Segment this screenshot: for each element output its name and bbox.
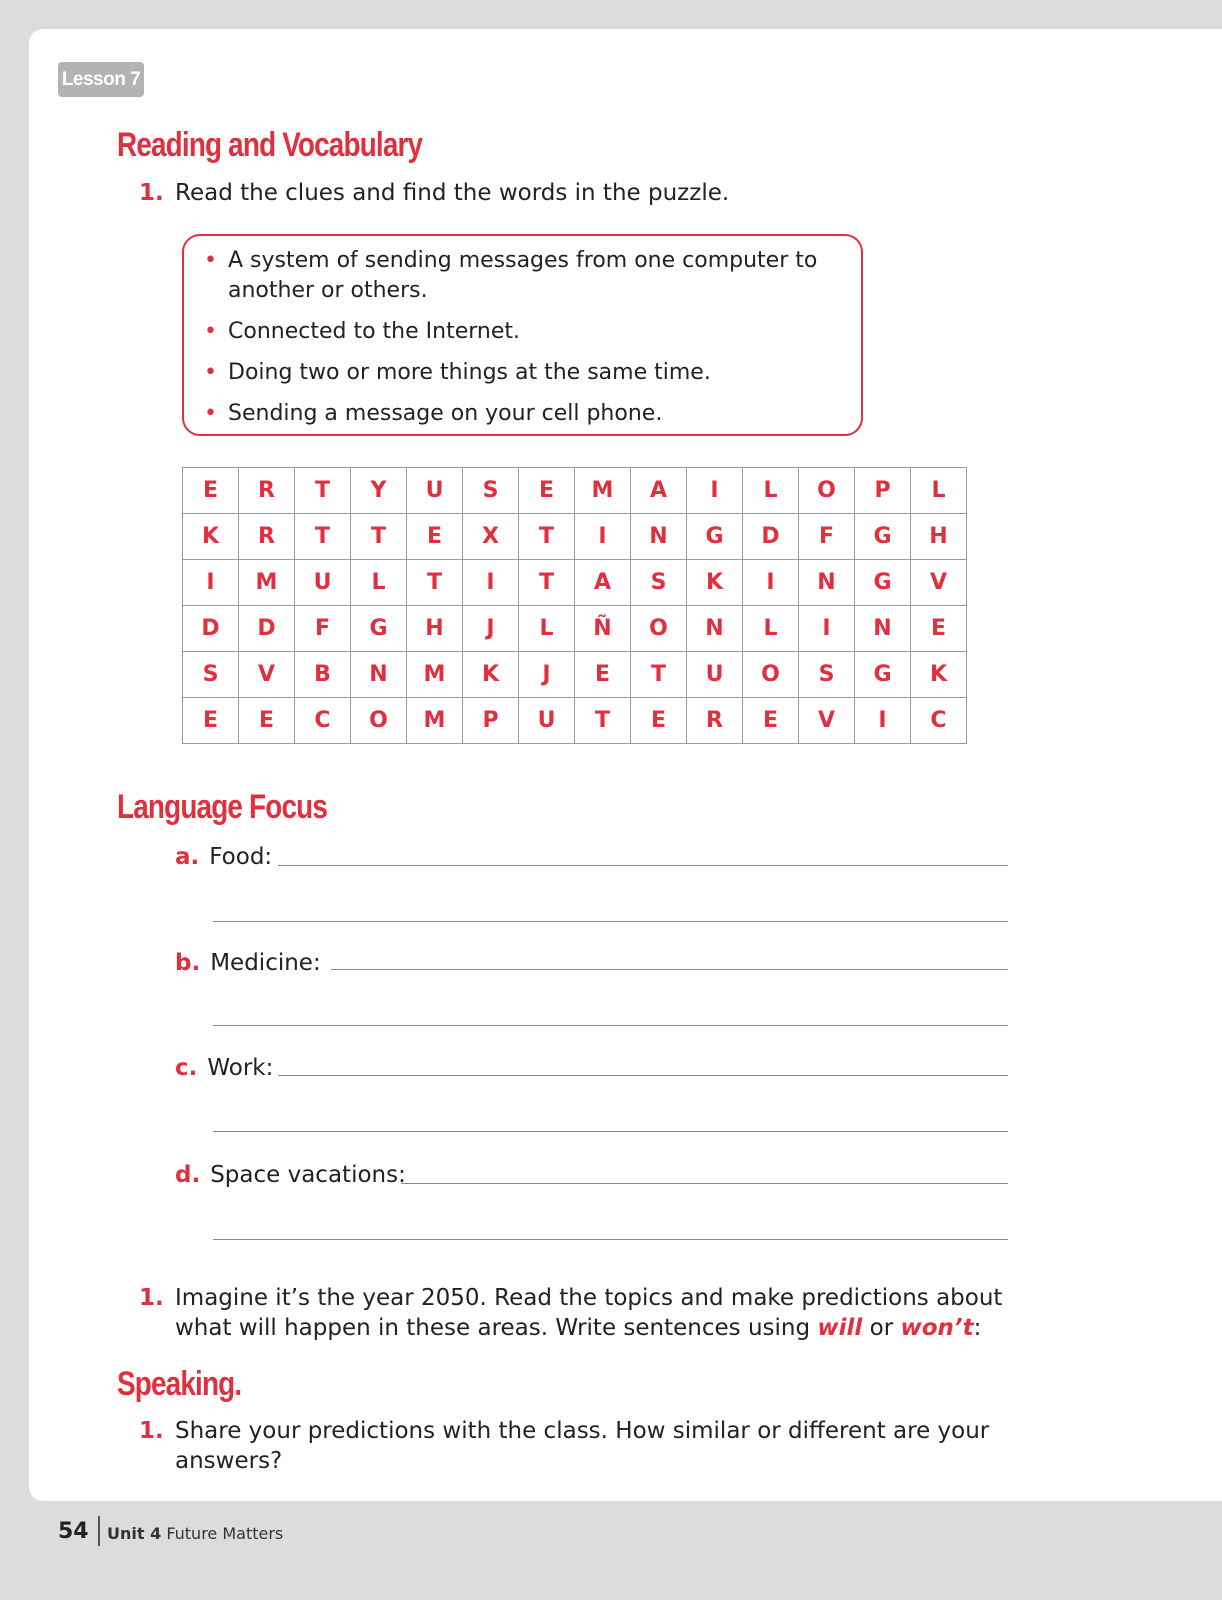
page-number: 54 xyxy=(58,1519,89,1544)
grid-cell[interactable]: E xyxy=(911,606,967,652)
grid-cell[interactable]: S xyxy=(183,652,239,698)
grid-cell[interactable]: T xyxy=(519,560,575,606)
instruction-text xyxy=(139,1283,1009,1343)
grid-cell[interactable]: S xyxy=(799,652,855,698)
item-space-vacations xyxy=(175,1160,406,1190)
instruction-part: or xyxy=(862,1315,901,1341)
grid-cell[interactable]: H xyxy=(911,514,967,560)
grid-cell[interactable]: U xyxy=(295,560,351,606)
item-label-text: Food: xyxy=(209,844,273,870)
grid-cell[interactable]: T xyxy=(407,560,463,606)
grid-cell[interactable]: V xyxy=(911,560,967,606)
instruction-number: 1. xyxy=(139,1285,164,1311)
grid-cell[interactable]: O xyxy=(351,698,407,744)
grid-row xyxy=(183,652,967,698)
reading-instruction xyxy=(139,178,1039,208)
clue-item xyxy=(204,358,844,388)
clue-text: A system of sending messages from one computer to another or others. xyxy=(228,248,818,303)
grid-cell[interactable]: J xyxy=(463,606,519,652)
grid-cell[interactable]: G xyxy=(351,606,407,652)
instruction-part: Imagine it’s the year 2050. Read the topics and make predictions about what will happen in these areas. Write sentences using xyxy=(175,1285,1003,1341)
grid-cell[interactable]: N xyxy=(855,606,911,652)
grid-cell[interactable]: E xyxy=(631,698,687,744)
clue-text: Doing two or more things at the same time. xyxy=(228,360,711,385)
grid-cell[interactable]: D xyxy=(183,606,239,652)
grid-cell[interactable]: B xyxy=(295,652,351,698)
clue-item xyxy=(204,399,844,429)
grid-cell[interactable]: R xyxy=(239,514,295,560)
grid-cell[interactable]: L xyxy=(743,468,799,514)
grid-cell[interactable]: U xyxy=(407,468,463,514)
grid-cell[interactable]: L xyxy=(743,606,799,652)
answer-line[interactable] xyxy=(278,1075,1008,1076)
instruction-part: : xyxy=(973,1315,982,1341)
grid-cell[interactable]: V xyxy=(799,698,855,744)
item-label-text: Work: xyxy=(207,1055,274,1081)
grid-cell[interactable]: F xyxy=(295,606,351,652)
grid-cell[interactable]: E xyxy=(575,652,631,698)
footer-divider xyxy=(98,1516,100,1546)
grid-row xyxy=(183,698,967,744)
clue-text: Connected to the Internet. xyxy=(228,319,520,344)
clue-item xyxy=(204,317,844,347)
grid-cell[interactable]: A xyxy=(575,560,631,606)
grid-cell[interactable]: J xyxy=(519,652,575,698)
bullet-icon: • xyxy=(204,248,217,273)
grid-cell[interactable]: G xyxy=(855,652,911,698)
grid-cell[interactable]: X xyxy=(463,514,519,560)
grid-cell[interactable]: S xyxy=(631,560,687,606)
speaking-title: Speaking. xyxy=(117,1365,242,1403)
bullet-icon: • xyxy=(204,360,217,385)
grid-cell[interactable]: M xyxy=(239,560,295,606)
clue-box xyxy=(182,234,863,436)
footer-unit xyxy=(107,1524,283,1543)
grid-cell[interactable]: M xyxy=(407,698,463,744)
item-letter: b. xyxy=(175,950,201,976)
grid-cell[interactable]: P xyxy=(855,468,911,514)
answer-line[interactable] xyxy=(213,1131,1008,1132)
grid-cell[interactable]: E xyxy=(183,698,239,744)
word-search-grid xyxy=(182,467,967,744)
grid-cell[interactable]: H xyxy=(407,606,463,652)
grid-cell[interactable]: M xyxy=(407,652,463,698)
grid-cell[interactable]: R xyxy=(239,468,295,514)
item-label-text: Space vacations: xyxy=(210,1162,406,1188)
item-letter: a. xyxy=(175,844,200,870)
speaking-instruction xyxy=(139,1416,1009,1476)
grid-cell[interactable]: I xyxy=(743,560,799,606)
grid-cell[interactable]: D xyxy=(239,606,295,652)
item-letter: d. xyxy=(175,1162,201,1188)
grid-cell[interactable]: K xyxy=(463,652,519,698)
grid-cell[interactable]: K xyxy=(183,514,239,560)
grid-cell[interactable]: Ñ xyxy=(575,606,631,652)
item-food xyxy=(175,842,272,872)
reading-vocabulary-title: Reading and Vocabulary xyxy=(117,126,423,164)
grid-cell[interactable]: K xyxy=(687,560,743,606)
grid-cell[interactable]: I xyxy=(799,606,855,652)
grid-cell[interactable]: I xyxy=(463,560,519,606)
grid-row xyxy=(183,560,967,606)
grid-cell[interactable]: C xyxy=(295,698,351,744)
grid-cell[interactable]: E xyxy=(239,698,295,744)
grid-cell[interactable]: N xyxy=(351,652,407,698)
grid-cell[interactable]: U xyxy=(519,698,575,744)
grid-cell[interactable]: T xyxy=(575,698,631,744)
grid-cell[interactable]: O xyxy=(631,606,687,652)
item-work xyxy=(175,1053,273,1083)
grid-cell[interactable]: F xyxy=(799,514,855,560)
grid-cell[interactable]: I xyxy=(855,698,911,744)
grid-cell[interactable]: O xyxy=(743,652,799,698)
answer-line[interactable] xyxy=(401,1183,1008,1184)
grid-cell[interactable]: I xyxy=(575,514,631,560)
answer-line[interactable] xyxy=(213,1025,1008,1026)
instruction-number: 1. xyxy=(139,180,164,206)
grid-cell[interactable]: T xyxy=(519,514,575,560)
answer-line[interactable] xyxy=(213,1239,1008,1240)
grid-cell[interactable]: T xyxy=(631,652,687,698)
grid-cell[interactable]: Y xyxy=(351,468,407,514)
grid-row xyxy=(183,606,967,652)
instruction-number: 1. xyxy=(139,1418,164,1444)
item-label-text: Medicine: xyxy=(210,950,321,976)
grid-cell[interactable]: U xyxy=(687,652,743,698)
keyword-wont: won’t xyxy=(900,1315,974,1341)
grid-cell[interactable]: L xyxy=(351,560,407,606)
lesson-tag: Lesson 7 xyxy=(58,62,144,97)
instruction-text: Read the clues and find the words in the puzzle. xyxy=(175,180,730,206)
grid-cell[interactable]: C xyxy=(911,698,967,744)
grid-cell[interactable]: I xyxy=(687,468,743,514)
instruction-text: Share your predictions with the class. How similar or different are your answers? xyxy=(175,1418,990,1474)
grid-cell[interactable]: T xyxy=(351,514,407,560)
grid-cell[interactable]: L xyxy=(519,606,575,652)
grid-cell[interactable]: V xyxy=(239,652,295,698)
grid-cell[interactable]: E xyxy=(743,698,799,744)
grid-cell[interactable]: O xyxy=(799,468,855,514)
answer-line[interactable] xyxy=(331,969,1008,970)
grid-cell[interactable]: P xyxy=(463,698,519,744)
grid-cell[interactable]: E xyxy=(519,468,575,514)
answer-line[interactable] xyxy=(213,921,1008,922)
clue-item xyxy=(204,246,844,306)
grid-row xyxy=(183,468,967,514)
unit-title: Future Matters xyxy=(166,1524,284,1543)
grid-cell[interactable]: D xyxy=(743,514,799,560)
grid-cell[interactable]: G xyxy=(855,560,911,606)
grid-cell[interactable]: E xyxy=(183,468,239,514)
grid-cell[interactable]: G xyxy=(687,514,743,560)
clue-text: Sending a message on your cell phone. xyxy=(228,401,663,426)
grid-row xyxy=(183,514,967,560)
grid-cell[interactable]: M xyxy=(575,468,631,514)
item-letter: c. xyxy=(175,1055,198,1081)
bullet-icon: • xyxy=(204,401,217,426)
grid-cell[interactable]: T xyxy=(295,514,351,560)
grid-cell[interactable]: A xyxy=(631,468,687,514)
grid-cell[interactable]: E xyxy=(407,514,463,560)
bullet-icon: • xyxy=(204,319,217,344)
unit-label: Unit 4 xyxy=(107,1524,162,1543)
grid-cell[interactable]: T xyxy=(295,468,351,514)
language-instruction xyxy=(139,1283,1009,1343)
grid-cell[interactable]: K xyxy=(911,652,967,698)
language-focus-title: Language Focus xyxy=(117,788,328,826)
keyword-will: will xyxy=(817,1315,863,1341)
grid-cell[interactable]: G xyxy=(855,514,911,560)
grid-cell[interactable]: S xyxy=(463,468,519,514)
grid-cell[interactable]: R xyxy=(687,698,743,744)
clue-list xyxy=(204,246,844,440)
item-medicine xyxy=(175,948,321,978)
grid-cell[interactable]: N xyxy=(631,514,687,560)
answer-line[interactable] xyxy=(278,865,1008,866)
grid-cell[interactable]: L xyxy=(911,468,967,514)
grid-cell[interactable]: I xyxy=(183,560,239,606)
grid-cell[interactable]: N xyxy=(687,606,743,652)
grid-cell[interactable]: N xyxy=(799,560,855,606)
